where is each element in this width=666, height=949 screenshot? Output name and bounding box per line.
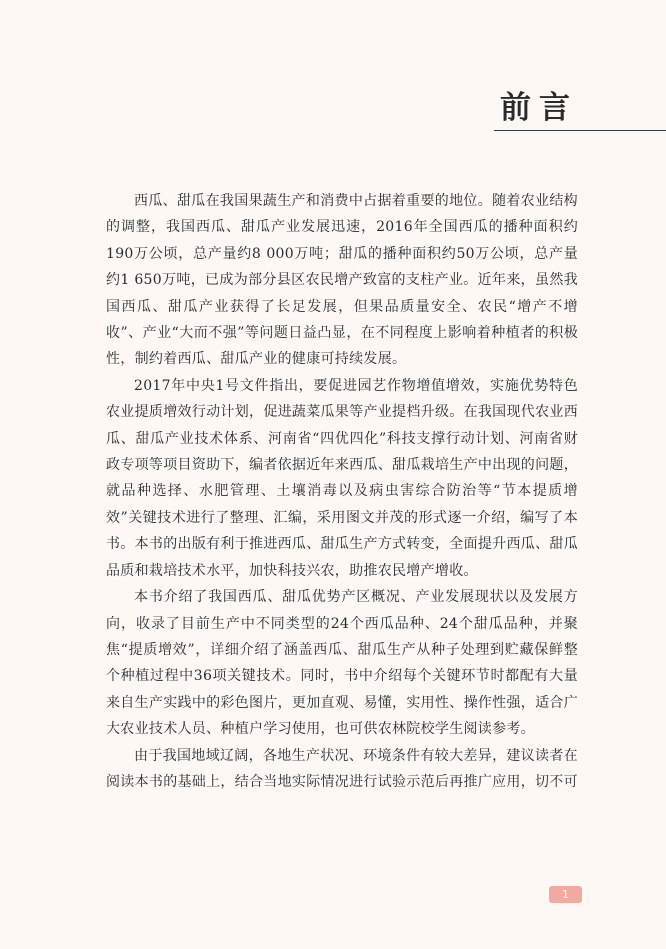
title-underline [494,130,666,131]
paragraph: 2017年中央1号文件指出，要促进园艺作物增值增效，实施优势特色农业提质增效行动计划，促进蔬菜瓜果等产业提档升级。在我国现代农业西瓜、甜瓜产业技术体系、河南省“四优四化”科技支撑行动计划、河南省财政专项等项目资助下，编者依据近年来西瓜、甜瓜栽培生产中出现的问题，就品种选择、水肥管理、土壤消毒以及病虫害综合防治等“节本提质增效”关键技术进行了整理、汇编，采用图文并茂的形式逐一介绍，编写了本书。本书的出版有利于推进西瓜、甜瓜生产方式转变，全面提升西瓜、甜瓜品质和栽培技术水平，加快科技兴农，助推农民增产增收。 [106,377,578,579]
paragraph: 西瓜、甜瓜在我国果蔬生产和消费中占据着重要的地位。随着农业结构的调整，我国西瓜、甜瓜产业发展迅速，2016年全国西瓜的播种面积约190万公顷，总产量约8 000万吨；甜瓜的播种面积约50万公顷，总产量约1 650万吨，已成为部分县区农民增产致富的支柱产业。近年来，虽然我国西瓜、甜瓜产业获得了长足发展，但果品质量安全、农民“增产不增收”、产业“大而不强”等问题日益凸显，在不同程度上影响着种植者的积极性，制约着西瓜、甜瓜产业的健康可持续发展。 [106,193,578,368]
paragraph: 本书介绍了我国西瓜、甜瓜优势产区概况、产业发展现状以及发展方向，收录了目前生产中不同类型的24个西瓜品种、24个甜瓜品种，并聚焦“提质增效”，详细介绍了涵盖西瓜、甜瓜生产从种子处理到贮藏保鲜整个种植过程中36项关键技术。同时，书中介绍每个关键环节时都配有大量来自生产实践中的彩色图片，更加直观、易懂，实用性、操作性强，适合广大农业技术人员、种植户学习使用，也可供农林院校学生阅读参考。 [106,589,578,738]
paragraph: 由于我国地域辽阔，各地生产状况、环境条件有较大差异，建议读者在阅读本书的基础上，结合当地实际情况进行试验示范后再推广应用，切不可 [106,747,578,790]
page-number: 1 [549,886,582,903]
page-title: 前言 [500,90,578,126]
body-text [106,188,578,795]
